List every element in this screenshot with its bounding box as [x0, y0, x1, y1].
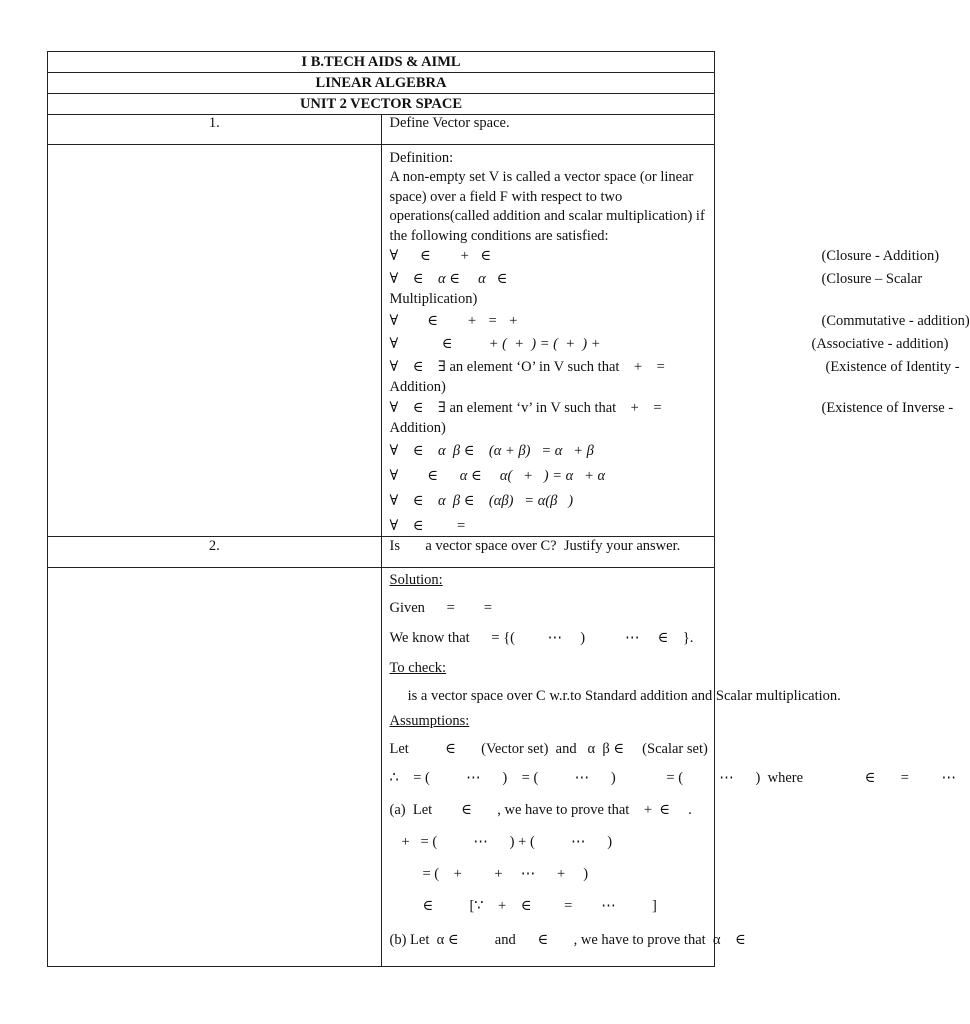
to-check-text: is a vector space over C w.r.to Standard addition and Scalar multiplication.: [389, 688, 841, 704]
answer-content: [381, 145, 970, 537]
axiom: ∀ ∈ + ( + ) = ( + ) + (Associative - addition): [389, 336, 949, 352]
axiom: ∀ ∈ ∃ an element ‘v’ in V such that + = (Existence of Inverse -: [389, 400, 954, 416]
part-b: (b) Let α ∈ and ∈ , we have to prove that α ∈: [389, 932, 746, 948]
answer-row-2: [48, 568, 715, 967]
course-title: I B.TECH AIDS & AIML: [48, 52, 715, 73]
question-row-2: [48, 537, 715, 568]
axiom: ∀ ∈ α β ∈ (α + β) = α + β: [389, 443, 594, 459]
let-line: Let ∈ (Vector set) and α β ∈ (Scalar set): [389, 741, 708, 757]
therefore-line: ∴ = ( ⋯ ) = ( ⋯ ) = ( ⋯ ) where ∈ = ⋯: [389, 770, 957, 786]
axiom: ∀ ∈ α ∈ α( + ) = α + α: [389, 468, 606, 484]
given-line: Given = =: [389, 600, 493, 616]
question-number: 1.: [48, 115, 382, 145]
step-line: + = ( ⋯ ) + ( ⋯ ): [401, 834, 613, 850]
assumptions-label: Assumptions:: [389, 713, 470, 729]
question-number: 2.: [48, 537, 382, 568]
question-table: [47, 51, 970, 967]
question-text: Is a vector space over C? Justify your answer.: [381, 537, 715, 568]
answer-row-1: [48, 145, 715, 537]
axiom-label-cont: Addition): [389, 379, 446, 395]
step-line: = ( + + ⋯ + ): [422, 866, 589, 882]
question-text: Define Vector space.: [381, 115, 715, 145]
question-bank-page: [47, 51, 970, 967]
axiom-label-cont: Addition): [389, 420, 446, 436]
axiom: ∀ ∈ + ∈ (Closure - Addition): [389, 248, 940, 264]
to-check-label: To check:: [389, 660, 447, 676]
question-row-1: [48, 115, 715, 145]
definition-label: Definition:: [389, 150, 454, 166]
axiom: ∀ ∈ α ∈ α ∈ (Closure – Scalar: [389, 271, 923, 287]
unit-title: UNIT 2 VECTOR SPACE: [48, 94, 715, 115]
subject-title: LINEAR ALGEBRA: [48, 73, 715, 94]
solution-label: Solution:: [389, 572, 443, 588]
axiom-label-cont: Multiplication): [389, 291, 478, 307]
definition-text: A non-empty set V is called a vector space (or linear space) over a field F with respect to two operations(called addition and scalar multiplication) if the following conditions are satisfied:: [389, 169, 705, 244]
axiom: ∀ ∈ ∃ an element ‘O’ in V such that + = (Existence of Identity -: [389, 359, 960, 375]
definition-line: We know that = {( ⋯ ) ⋯ ∈ }.: [389, 630, 694, 646]
axiom: ∀ ∈ =: [389, 518, 466, 534]
axiom: ∀ ∈ α β ∈ (αβ) = α(β ): [389, 493, 574, 509]
axiom: ∀ ∈ + = + (Commutative - addition): [389, 313, 970, 329]
answer-content: [381, 568, 957, 967]
step-line: ∈ [∵ + ∈ = ⋯ ]: [422, 898, 657, 914]
part-a: (a) Let ∈ , we have to prove that + ∈ .: [389, 802, 692, 818]
